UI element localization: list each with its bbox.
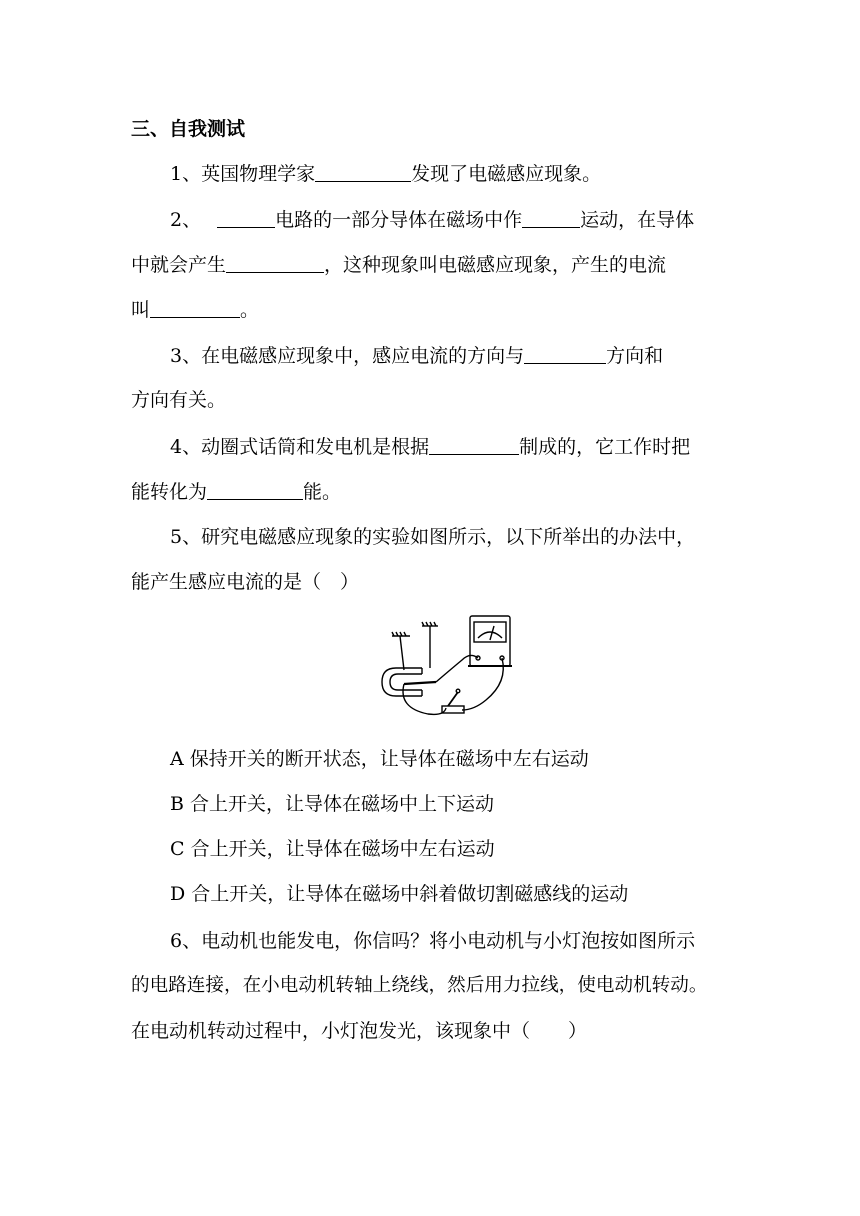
q2-blank-2[interactable] bbox=[522, 207, 580, 228]
q3-text-a: 3、在电磁感应现象中，感应电流的方向与 bbox=[170, 345, 525, 367]
q4-text-a: 4、动圈式话筒和发电机是根据 bbox=[170, 436, 430, 458]
question-6-line-2: 的电路连接，在小电动机转轴上绕线，然后用力拉线，使电动机转动。 bbox=[131, 975, 708, 996]
q4-blank-2[interactable] bbox=[207, 479, 303, 500]
option-b: B 合上开关，让导体在磁场中上下运动 bbox=[170, 793, 495, 815]
q2-text-c: 运动，在导体 bbox=[580, 209, 695, 231]
electromagnetic-induction-apparatus-figure bbox=[378, 612, 518, 724]
question-6-line-3: 在电动机转动过程中，小灯泡发光，该现象中（ ） bbox=[131, 1020, 588, 1042]
q2-blank-3[interactable] bbox=[226, 252, 324, 273]
q2-text-d: 中就会产生 bbox=[131, 254, 227, 276]
question-5-line-1: 5、研究电磁感应现象的实验如图所示，以下所举出的办法中， bbox=[170, 526, 696, 548]
q3-text-b: 方向和 bbox=[606, 345, 664, 367]
question-3-line-1 bbox=[170, 343, 663, 368]
q2-text-g: 。 bbox=[240, 299, 260, 321]
q4-text-c: 能转化为 bbox=[131, 481, 208, 503]
question-2-line-3 bbox=[131, 297, 259, 322]
q2-blank-1[interactable] bbox=[217, 207, 275, 228]
question-1 bbox=[170, 161, 601, 186]
q1-text-b: 发现了电磁感应现象。 bbox=[411, 163, 602, 185]
q2-text-a: 2、 bbox=[170, 209, 202, 231]
question-4-line-1 bbox=[170, 434, 690, 459]
question-2-line-2 bbox=[131, 252, 666, 277]
question-3-line-2 bbox=[131, 388, 226, 412]
q2-blank-4[interactable] bbox=[150, 297, 240, 318]
q2-text-f: 叫 bbox=[131, 299, 151, 321]
q3-text-c: 方向有关。 bbox=[131, 389, 227, 411]
q4-text-b: 制成的，它工作时把 bbox=[519, 436, 691, 458]
option-d: D 合上开关，让导体在磁场中斜着做切割磁感线的运动 bbox=[170, 883, 629, 905]
question-2-line-1 bbox=[170, 207, 694, 232]
q4-blank-1[interactable] bbox=[429, 434, 519, 455]
q2-text-e: ，这种现象叫电磁感应现象，产生的电流 bbox=[324, 254, 667, 276]
question-6-line-1: 6、电动机也能发电，你信吗？将小电动机与小灯泡按如图所示 bbox=[170, 930, 696, 952]
q3-blank-1[interactable] bbox=[524, 343, 606, 364]
q1-blank-1[interactable] bbox=[315, 161, 411, 182]
q2-text-b: 电路的一部分导体在磁场中作 bbox=[275, 209, 523, 231]
question-5-line-2: 能产生感应电流的是（ ） bbox=[131, 571, 360, 593]
question-4-line-2 bbox=[131, 479, 341, 504]
option-a: A 保持开关的断开状态，让导体在磁场中左右运动 bbox=[170, 748, 589, 770]
option-c: C 合上开关，让导体在磁场中左右运动 bbox=[170, 838, 495, 860]
q1-text-a: 1、英国物理学家 bbox=[170, 163, 316, 185]
section-heading: 三、自我测试 bbox=[131, 118, 246, 140]
q4-text-d: 能。 bbox=[303, 481, 342, 503]
